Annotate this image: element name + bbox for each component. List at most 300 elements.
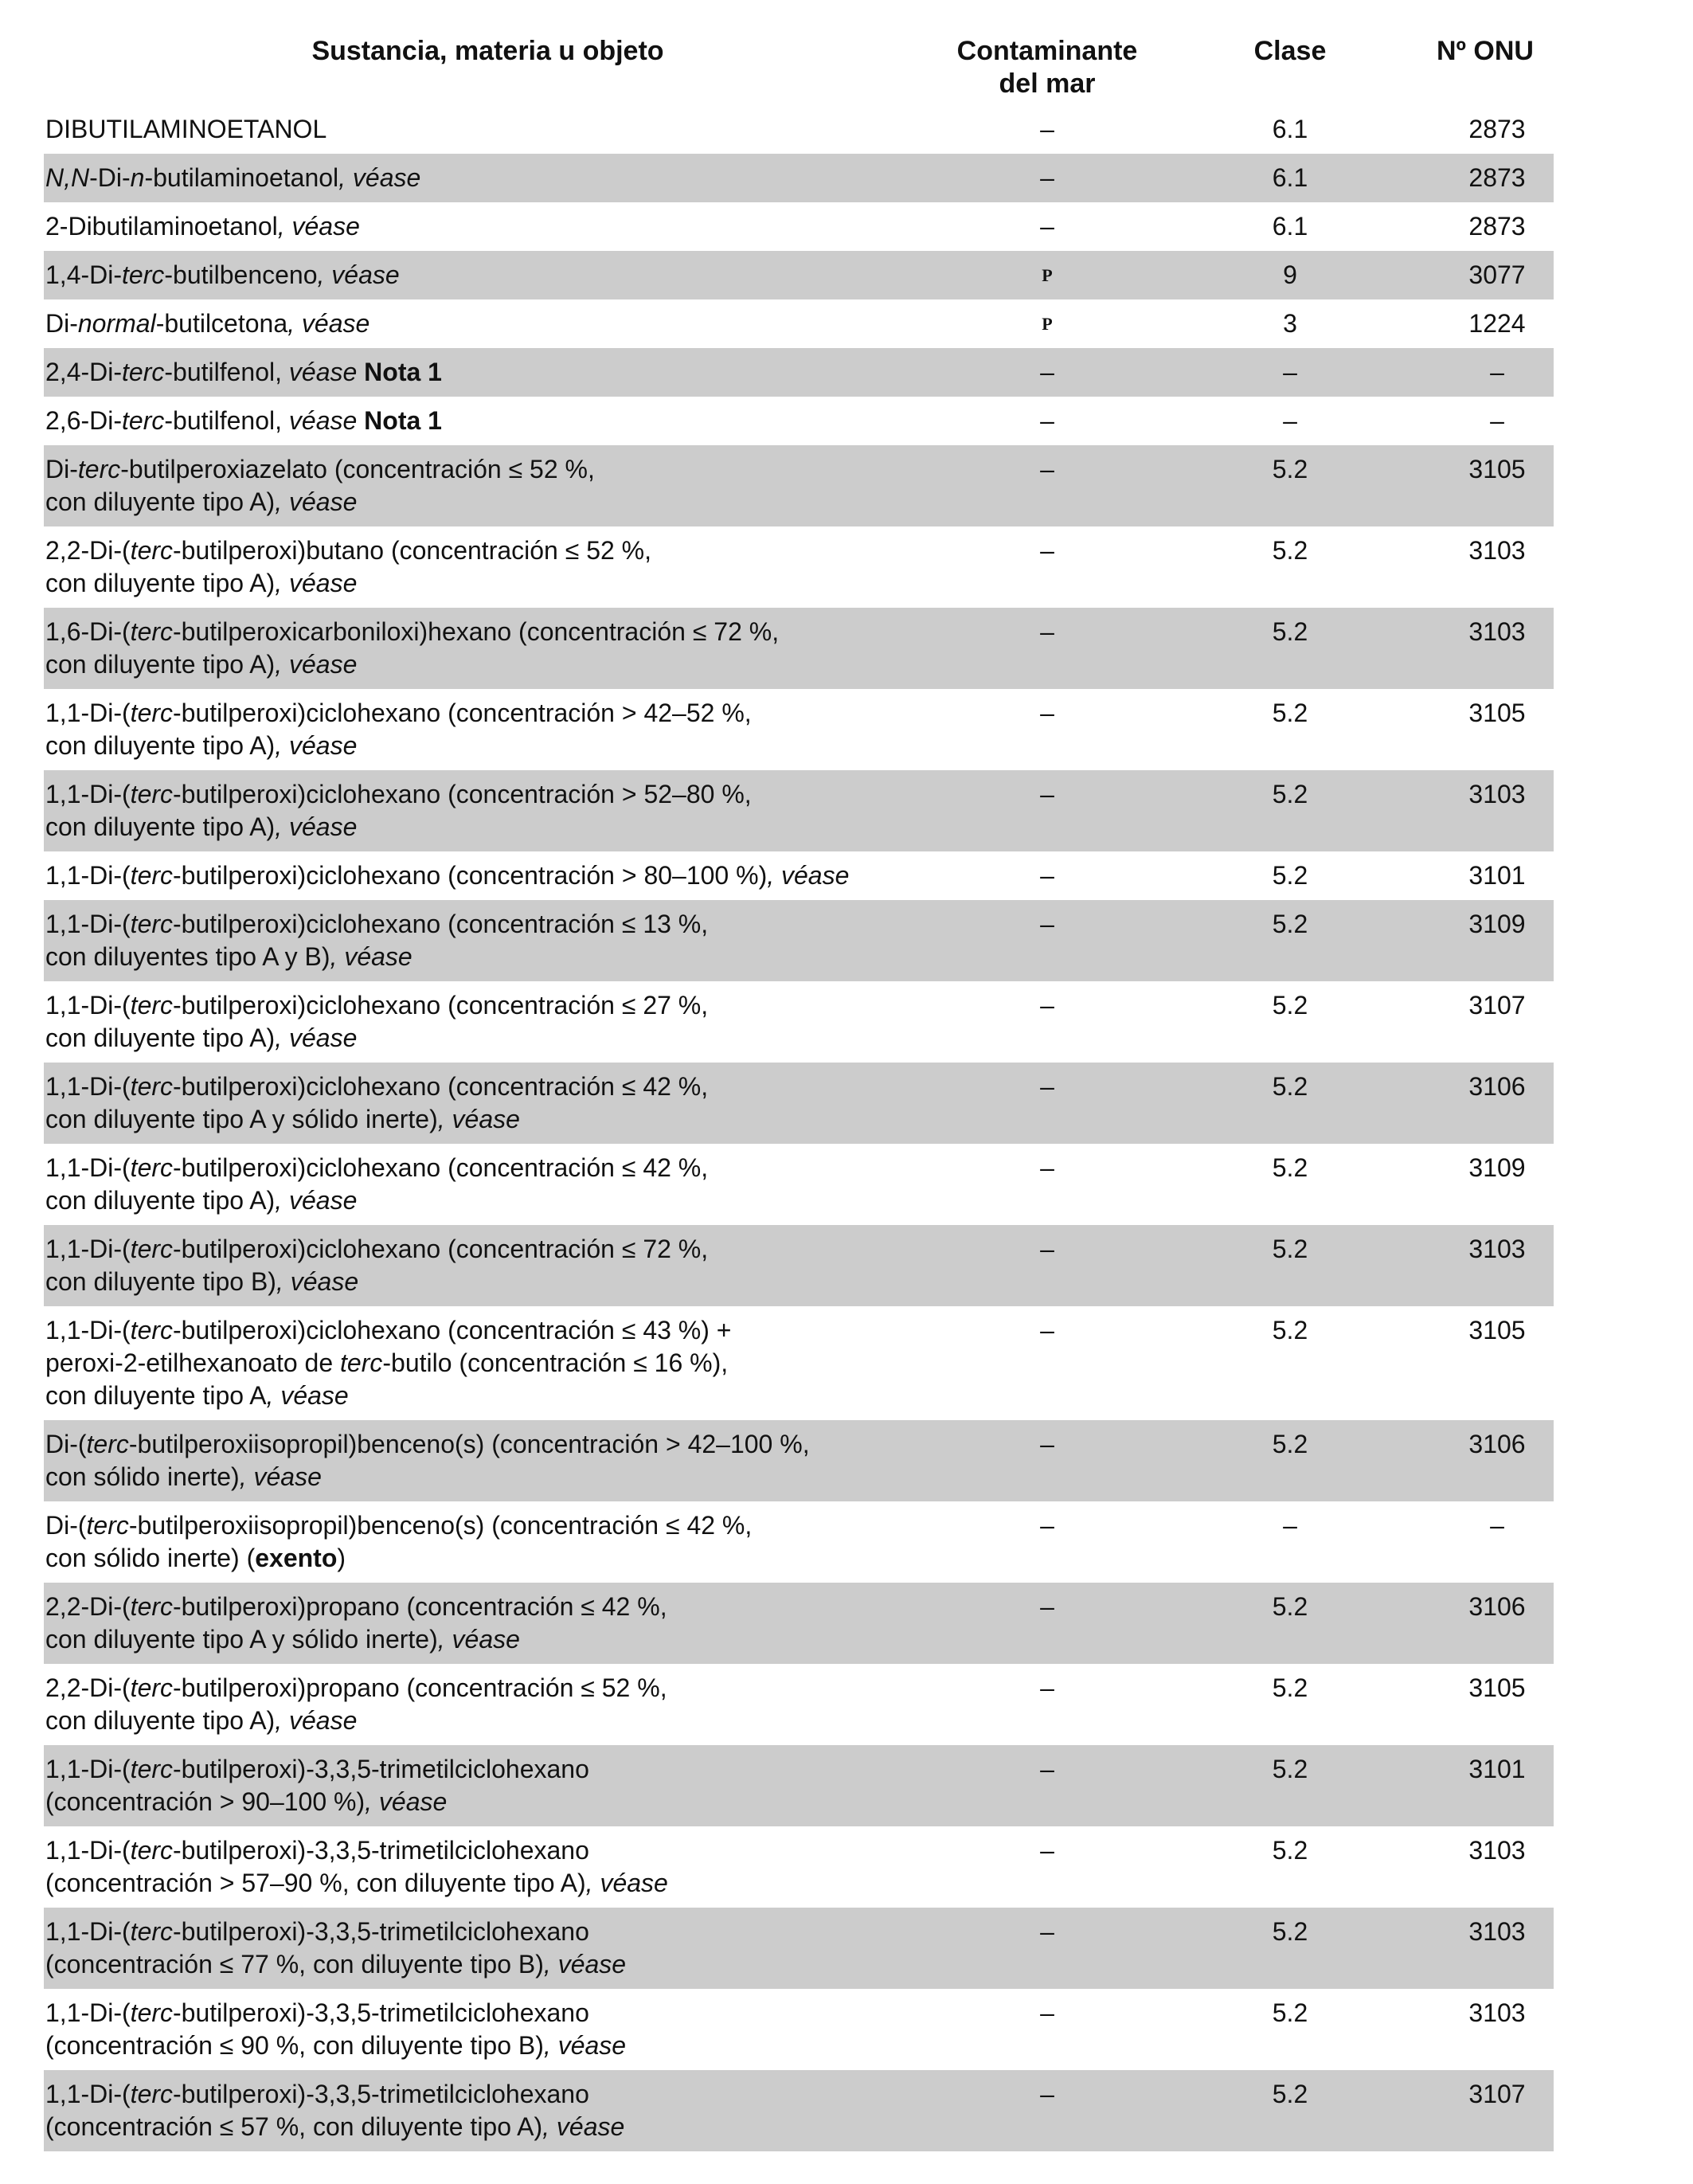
substance-text: terc xyxy=(130,1998,174,2027)
substance-text: Nota 1 xyxy=(357,358,442,386)
marine-pollutant-cell: – xyxy=(1040,1072,1054,1101)
substance-text: 2-Dibutilaminoetanol xyxy=(45,212,278,241)
table-row xyxy=(44,1826,1554,1908)
substance-cell xyxy=(44,348,985,397)
substance-cell xyxy=(44,1989,985,2070)
substance-text: 1,1-Di-( xyxy=(45,1072,131,1101)
substance-line xyxy=(45,2029,985,2062)
substance-text: terc xyxy=(77,455,121,483)
substance-text: (concentración > 90–100 %) xyxy=(45,1787,366,1816)
substance-text: -butilfenol, xyxy=(164,358,289,386)
table-header xyxy=(44,32,1554,105)
marine-pollutant-cell: – xyxy=(1040,455,1054,483)
substance-line xyxy=(45,1916,985,1948)
table-row xyxy=(44,299,1554,348)
un-number-cell: – xyxy=(1490,406,1504,435)
class-cell: 5.2 xyxy=(1272,991,1308,1020)
substance-line xyxy=(45,778,985,811)
table-row xyxy=(44,397,1554,445)
class-cell: 5.2 xyxy=(1272,1316,1308,1344)
substance-text: con diluyente tipo A) xyxy=(45,1706,276,1735)
marine-pollutant-cell: – xyxy=(1040,780,1054,808)
substance-text: 1,1-Di-( xyxy=(45,861,131,890)
substance-line xyxy=(45,162,985,194)
substance-line xyxy=(45,1461,985,1493)
substance-text: , véase xyxy=(330,942,412,971)
table-row xyxy=(44,1745,1554,1826)
substance-text: 2,2-Di-( xyxy=(45,1673,131,1702)
table-row xyxy=(44,1306,1554,1420)
marine-pollutant-cell: – xyxy=(1040,115,1054,143)
class-cell: 5.2 xyxy=(1272,455,1308,483)
substance-cell xyxy=(44,1908,985,1989)
class-cell: 6.1 xyxy=(1272,115,1308,143)
class-cell: 5.2 xyxy=(1272,1917,1308,1946)
marine-pollutant-cell: – xyxy=(1040,163,1054,192)
substance-text: 1,4-Di- xyxy=(45,260,123,289)
substance-text: -butilperoxi)ciclohexano (concentración ≤ 72 %, xyxy=(173,1235,709,1263)
substance-line xyxy=(45,1786,985,1818)
class-cell: 6.1 xyxy=(1272,163,1308,192)
substance-text: terc xyxy=(130,1836,174,1865)
substance-text: -butilbenceno xyxy=(164,260,318,289)
substance-line xyxy=(45,1672,985,1705)
substance-text: -butilperoxi)-3,3,5-trimetilciclohexano xyxy=(173,1755,589,1783)
substance-line xyxy=(45,1314,985,1347)
table-row xyxy=(44,608,1554,689)
marine-pollutant-cell: – xyxy=(1040,536,1054,565)
class-cell: 5.2 xyxy=(1272,1153,1308,1182)
substance-text: terc xyxy=(130,617,174,646)
substance-text: 1,1-Di-( xyxy=(45,1998,131,2027)
un-number-cell: 3107 xyxy=(1468,991,1526,1020)
substance-text: , véase xyxy=(543,2031,627,2060)
class-cell: 5.2 xyxy=(1272,1235,1308,1263)
marine-pollutant-cell: – xyxy=(1040,2080,1054,2108)
substance-text: , véase xyxy=(317,260,400,289)
substance-line xyxy=(45,1623,985,1656)
substance-cell xyxy=(44,1583,985,1664)
substance-line xyxy=(45,859,985,892)
marine-pollutant-cell: – xyxy=(1040,1235,1054,1263)
un-number-cell: 3109 xyxy=(1468,1153,1526,1182)
substance-cell xyxy=(44,1144,985,1225)
substance-text: véase xyxy=(288,406,358,435)
class-cell: 5.2 xyxy=(1272,1998,1308,2027)
substance-text: terc xyxy=(130,1673,174,1702)
table-row xyxy=(44,851,1554,900)
table-row xyxy=(44,770,1554,851)
table-row xyxy=(44,1583,1554,1664)
table-row xyxy=(44,1225,1554,1306)
marine-pollutant-cell: – xyxy=(1040,1316,1054,1344)
substance-line xyxy=(45,1347,985,1380)
un-number-cell: 2873 xyxy=(1468,163,1526,192)
substance-cell xyxy=(44,202,985,251)
substance-text: , véase xyxy=(277,212,360,241)
substance-text: con diluyente tipo A) xyxy=(45,650,276,679)
un-number-cell: – xyxy=(1490,358,1504,386)
substance-cell xyxy=(44,397,985,445)
class-cell: 3 xyxy=(1283,309,1297,338)
class-cell: – xyxy=(1283,406,1297,435)
un-number-cell: 2873 xyxy=(1468,212,1526,241)
table-row xyxy=(44,154,1554,202)
table-row xyxy=(44,1144,1554,1225)
substance-text: -butilperoxi)ciclohexano (concentración ≤ 27 %, xyxy=(173,991,709,1020)
substance-cell xyxy=(44,526,985,608)
substance-text: 1,1-Di-( xyxy=(45,1316,131,1344)
class-cell: 5.2 xyxy=(1272,1673,1308,1702)
substance-cell xyxy=(44,445,985,526)
substance-line xyxy=(45,697,985,730)
class-cell: – xyxy=(1283,358,1297,386)
marine-pollutant-cell: – xyxy=(1040,212,1054,241)
substance-line xyxy=(45,1867,985,1900)
substance-text: terc xyxy=(130,2080,174,2108)
substance-line xyxy=(45,1152,985,1184)
un-number-cell: 3109 xyxy=(1468,910,1526,938)
table-row xyxy=(44,981,1554,1063)
marine-pollutant-cell: – xyxy=(1040,1430,1054,1458)
marine-pollutant-cell: – xyxy=(1040,991,1054,1020)
un-number-cell: 3103 xyxy=(1468,1917,1526,1946)
substance-text: con diluyente tipo A) xyxy=(45,487,276,516)
un-number-cell: – xyxy=(1490,1511,1504,1540)
substance-cell xyxy=(44,1745,985,1826)
marine-pollutant-cell: – xyxy=(1040,1511,1054,1540)
substance-line xyxy=(45,1948,985,1981)
substance-text: terc xyxy=(340,1348,383,1377)
substance-line xyxy=(45,453,985,486)
substance-text: terc xyxy=(130,1755,174,1783)
class-cell: 5.2 xyxy=(1272,1755,1308,1783)
class-cell: 5.2 xyxy=(1272,617,1308,646)
substance-line xyxy=(45,210,985,243)
substance-cell xyxy=(44,608,985,689)
substance-cell xyxy=(44,2070,985,2151)
class-cell: 5.2 xyxy=(1272,1592,1308,1621)
table-row xyxy=(44,900,1554,981)
substance-text: , véase xyxy=(275,812,358,841)
substance-text: terc xyxy=(122,358,165,386)
substance-text: -butilperoxiisopropil)benceno(s) (concentración > 42–100 %, xyxy=(128,1430,810,1458)
substance-text: , véase xyxy=(275,1024,358,1052)
substance-cell xyxy=(44,299,985,348)
substance-text: véase xyxy=(288,358,358,386)
table-row xyxy=(44,689,1554,770)
substance-text: n xyxy=(130,163,145,192)
substance-cell xyxy=(44,1826,985,1908)
marine-pollutant-cell: – xyxy=(1040,699,1054,727)
table-row xyxy=(44,251,1554,299)
substance-text: con diluyente tipo A xyxy=(45,1381,267,1410)
substance-text: con sólido inerte) xyxy=(45,1462,240,1491)
header-un-number: Nº ONU xyxy=(1437,36,1534,66)
substance-text: N,N xyxy=(45,163,90,192)
marine-pollutant-cell: – xyxy=(1040,406,1054,435)
substance-text: -butilperoxi)butano (concentración ≤ 52 %, xyxy=(173,536,652,565)
marine-pollutant-cell: P xyxy=(1042,314,1053,334)
substance-text: , véase xyxy=(338,163,421,192)
substance-text: (concentración ≤ 90 %, con diluyente tipo B) xyxy=(45,2031,544,2060)
substance-line xyxy=(45,259,985,292)
substance-text: terc xyxy=(130,1235,174,1263)
substance-text: 2,2-Di-( xyxy=(45,1592,131,1621)
substance-text: -butilperoxiazelato (concentración ≤ 52 %, xyxy=(120,455,595,483)
substance-cell xyxy=(44,1306,985,1420)
substance-text: terc xyxy=(122,260,165,289)
substance-text: -butilfenol, xyxy=(164,406,289,435)
substance-cell xyxy=(44,1420,985,1501)
header-marine-pollutant xyxy=(928,35,1167,100)
substance-cell xyxy=(44,1225,985,1306)
substance-text: con diluyente tipo A) xyxy=(45,1024,276,1052)
table-row xyxy=(44,1420,1554,1501)
substance-cell xyxy=(44,1664,985,1745)
substance-text: , véase xyxy=(276,1267,359,1296)
marine-pollutant-cell: – xyxy=(1040,1836,1054,1865)
substance-cell xyxy=(44,105,985,154)
substance-text: 1,1-Di-( xyxy=(45,1153,131,1182)
un-number-cell: 3103 xyxy=(1468,617,1526,646)
marine-pollutant-cell: – xyxy=(1040,1673,1054,1702)
substance-line xyxy=(45,2078,985,2111)
substance-text: , véase xyxy=(767,861,850,890)
substance-line xyxy=(45,113,985,146)
substance-text: (concentración ≤ 57 %, con diluyente tipo A) xyxy=(45,2112,543,2141)
substance-text: -butilperoxi)ciclohexano (concentración > 80–100 %) xyxy=(173,861,768,890)
substance-text: 1,1-Di-( xyxy=(45,1235,131,1263)
un-number-cell: 3107 xyxy=(1468,2080,1526,2108)
substance-text: , véase xyxy=(266,1381,349,1410)
un-number-cell: 3103 xyxy=(1468,1836,1526,1865)
substance-text: -butilperoxi)ciclohexano (concentración ≤ 42 %, xyxy=(173,1072,709,1101)
substance-text: Nota 1 xyxy=(357,406,442,435)
substance-line xyxy=(45,307,985,340)
substance-text: -butilperoxiisopropil)benceno(s) (concentración ≤ 42 %, xyxy=(128,1511,753,1540)
substance-text: -butilperoxi)ciclohexano (concentración ≤ 42 %, xyxy=(173,1153,709,1182)
un-number-cell: 1224 xyxy=(1468,309,1526,338)
table-row xyxy=(44,202,1554,251)
substance-line xyxy=(45,1834,985,1867)
substance-text: con diluyente tipo A) xyxy=(45,731,276,760)
un-number-cell: 2873 xyxy=(1468,115,1526,143)
class-cell: 5.2 xyxy=(1272,780,1308,808)
substance-text: , véase xyxy=(542,2112,625,2141)
substance-line xyxy=(45,534,985,567)
substance-text: con diluyente tipo A y sólido inerte) xyxy=(45,1625,438,1654)
un-number-cell: 3077 xyxy=(1468,260,1526,289)
table-row xyxy=(44,105,1554,154)
substance-line xyxy=(45,1070,985,1103)
marine-pollutant-cell: – xyxy=(1040,1917,1054,1946)
substance-text: 1,6-Di-( xyxy=(45,617,131,646)
table-row xyxy=(44,1989,1554,2070)
un-number-cell: 3105 xyxy=(1468,455,1526,483)
substance-text: -butilperoxi)-3,3,5-trimetilciclohexano xyxy=(173,1917,589,1946)
un-number-cell: 3105 xyxy=(1468,1316,1526,1344)
substance-text: con diluyente tipo A y sólido inerte) xyxy=(45,1105,438,1133)
marine-pollutant-cell: – xyxy=(1040,1153,1054,1182)
substance-line xyxy=(45,989,985,1022)
substance-text: 1,1-Di-( xyxy=(45,699,131,727)
marine-pollutant-cell: – xyxy=(1040,861,1054,890)
substance-cell xyxy=(44,1501,985,1583)
substance-line xyxy=(45,486,985,519)
substance-line xyxy=(45,616,985,648)
substance-text: -butilperoxi)ciclohexano (concentración > 42–52 %, xyxy=(173,699,752,727)
substance-text: terc xyxy=(130,991,174,1020)
dangerous-goods-table xyxy=(44,32,1554,2151)
substance-text: terc xyxy=(130,910,174,938)
substance-text: ) xyxy=(337,1544,346,1572)
class-cell: 5.2 xyxy=(1272,1836,1308,1865)
substance-text: , véase xyxy=(275,650,358,679)
substance-text: -butilperoxicarboniloxi)hexano (concentración ≤ 72 %, xyxy=(173,617,780,646)
substance-text: con diluyente tipo A) xyxy=(45,812,276,841)
marine-pollutant-cell: – xyxy=(1040,910,1054,938)
class-cell: 9 xyxy=(1283,260,1297,289)
substance-text: -butilperoxi)ciclohexano (concentración > 52–80 %, xyxy=(173,780,752,808)
substance-text: terc xyxy=(130,780,174,808)
un-number-cell: 3106 xyxy=(1468,1072,1526,1101)
substance-text: terc xyxy=(130,1153,174,1182)
substance-text: terc xyxy=(130,1917,174,1946)
un-number-cell: 3106 xyxy=(1468,1430,1526,1458)
substance-text: terc xyxy=(130,861,174,890)
substance-text: terc xyxy=(130,1072,174,1101)
substance-line xyxy=(45,1509,985,1542)
substance-line xyxy=(45,356,985,389)
marine-pollutant-cell: – xyxy=(1040,1998,1054,2027)
substance-line xyxy=(45,2111,985,2143)
table-row xyxy=(44,1501,1554,1583)
substance-text: , véase xyxy=(275,1186,358,1215)
substance-text: -butilperoxi)propano (concentración ≤ 42 %, xyxy=(173,1592,667,1621)
substance-text: -butilperoxi)ciclohexano (concentración ≤ 43 %) + xyxy=(173,1316,732,1344)
substance-text: Di- xyxy=(45,455,78,483)
class-cell: 5.2 xyxy=(1272,861,1308,890)
un-number-cell: 3103 xyxy=(1468,1998,1526,2027)
substance-text: DIBUTILAMINOETANOL xyxy=(45,115,327,143)
substance-text: -butilcetona xyxy=(155,309,288,338)
table-row xyxy=(44,526,1554,608)
marine-pollutant-cell: P xyxy=(1042,265,1053,285)
substance-text: , véase xyxy=(437,1105,520,1133)
substance-text: , véase xyxy=(239,1462,322,1491)
substance-text: terc xyxy=(122,406,165,435)
substance-text: terc xyxy=(130,1592,174,1621)
substance-text: Di- xyxy=(45,309,78,338)
header-marine-line1: Contaminante xyxy=(956,36,1138,66)
substance-text: 1,1-Di-( xyxy=(45,780,131,808)
substance-text: 1,1-Di-( xyxy=(45,910,131,938)
substance-text: -butilaminoetanol xyxy=(144,163,339,192)
substance-text: (concentración > 57–90 %, con diluyente tipo A) xyxy=(45,1869,586,1897)
substance-text: -butilperoxi)-3,3,5-trimetilciclohexano xyxy=(173,2080,589,2108)
substance-text: , véase xyxy=(275,487,358,516)
class-cell: – xyxy=(1283,1511,1297,1540)
substance-line xyxy=(45,1428,985,1461)
substance-cell xyxy=(44,851,985,900)
substance-text: , véase xyxy=(275,1706,358,1735)
substance-line xyxy=(45,648,985,681)
substance-text: 2,4-Di- xyxy=(45,358,123,386)
substance-text: 1,1-Di-( xyxy=(45,2080,131,2108)
substance-line xyxy=(45,1705,985,1737)
un-number-cell: 3101 xyxy=(1468,1755,1526,1783)
class-cell: 5.2 xyxy=(1272,1430,1308,1458)
table-row xyxy=(44,445,1554,526)
class-cell: 6.1 xyxy=(1272,212,1308,241)
substance-line xyxy=(45,1022,985,1055)
substance-text: (concentración ≤ 77 %, con diluyente tipo B) xyxy=(45,1950,544,1979)
class-cell: 5.2 xyxy=(1272,2080,1308,2108)
un-number-cell: 3103 xyxy=(1468,536,1526,565)
un-number-cell: 3103 xyxy=(1468,1235,1526,1263)
marine-pollutant-cell: – xyxy=(1040,617,1054,646)
substance-line xyxy=(45,405,985,437)
substance-text: con diluyente tipo A) xyxy=(45,1186,276,1215)
substance-text: , véase xyxy=(365,1787,448,1816)
substance-line xyxy=(45,730,985,762)
marine-pollutant-cell: – xyxy=(1040,358,1054,386)
un-number-cell: 3105 xyxy=(1468,1673,1526,1702)
substance-text: con sólido inerte) ( xyxy=(45,1544,256,1572)
class-cell: 5.2 xyxy=(1272,910,1308,938)
substance-line xyxy=(45,1753,985,1786)
substance-line xyxy=(45,1266,985,1298)
substance-text: 1,1-Di-( xyxy=(45,1755,131,1783)
substance-line xyxy=(45,1103,985,1136)
substance-text: Di-( xyxy=(45,1430,87,1458)
substance-text: , véase xyxy=(287,309,370,338)
substance-text: 2,6-Di- xyxy=(45,406,123,435)
marine-pollutant-cell: – xyxy=(1040,1755,1054,1783)
substance-line xyxy=(45,1997,985,2029)
class-cell: 5.2 xyxy=(1272,1072,1308,1101)
table-body xyxy=(44,105,1554,2151)
substance-text: con diluyente tipo A) xyxy=(45,569,276,597)
substance-text: terc xyxy=(130,1316,174,1344)
table-row xyxy=(44,348,1554,397)
substance-cell xyxy=(44,900,985,981)
header-marine-line2: del mar xyxy=(999,68,1096,99)
substance-line xyxy=(45,1184,985,1217)
substance-text: terc xyxy=(86,1430,129,1458)
substance-text: 1,1-Di-( xyxy=(45,991,131,1020)
un-number-cell: 3103 xyxy=(1468,780,1526,808)
marine-pollutant-cell: – xyxy=(1040,1592,1054,1621)
header-substance: Sustancia, materia u objeto xyxy=(311,36,664,66)
un-number-cell: 3101 xyxy=(1468,861,1526,890)
header-class: Clase xyxy=(1253,36,1327,66)
substance-text: -butilo (concentración ≤ 16 %), xyxy=(382,1348,729,1377)
class-cell: 5.2 xyxy=(1272,536,1308,565)
substance-text: -Di- xyxy=(89,163,131,192)
substance-text: , véase xyxy=(275,569,358,597)
substance-text: -butilperoxi)propano (concentración ≤ 52 %, xyxy=(173,1673,667,1702)
substance-text: exento xyxy=(255,1544,338,1572)
substance-cell xyxy=(44,154,985,202)
substance-text: terc xyxy=(130,536,174,565)
substance-text: -butilperoxi)ciclohexano (concentración ≤ 13 %, xyxy=(173,910,709,938)
substance-line xyxy=(45,567,985,600)
substance-text: terc xyxy=(86,1511,129,1540)
substance-text: , véase xyxy=(437,1625,520,1654)
substance-text: , véase xyxy=(585,1869,668,1897)
